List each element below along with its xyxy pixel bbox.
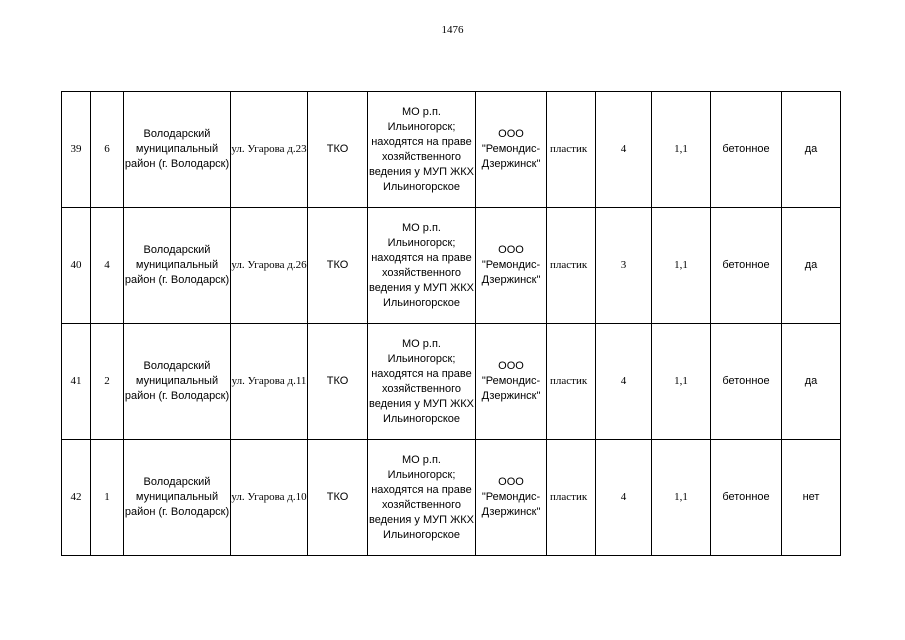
address-cell: ул. Угарова д.11 bbox=[231, 324, 308, 440]
containers-count-cell: 1 bbox=[91, 440, 124, 556]
containers-count-cell: 4 bbox=[91, 208, 124, 324]
containers-count-cell: 2 bbox=[91, 324, 124, 440]
address-cell: ул. Угарова д.23 bbox=[231, 92, 308, 208]
containers-count-cell: 6 bbox=[91, 92, 124, 208]
quantity-cell: 4 bbox=[596, 92, 652, 208]
volume-cell: 1,1 bbox=[652, 208, 711, 324]
operator-cell: ООО "Ремондис-Дзержинск" bbox=[476, 92, 547, 208]
fence-cell: да bbox=[782, 324, 841, 440]
waste-type-cell: ТКО bbox=[308, 324, 368, 440]
fence-cell: да bbox=[782, 92, 841, 208]
material-cell: пластик bbox=[547, 208, 596, 324]
row-number-cell: 40 bbox=[62, 208, 91, 324]
waste-type-cell: ТКО bbox=[308, 440, 368, 556]
waste-type-cell: ТКО bbox=[308, 92, 368, 208]
material-cell: пластик bbox=[547, 92, 596, 208]
material-cell: пластик bbox=[547, 324, 596, 440]
surface-cell: бетонное bbox=[711, 440, 782, 556]
owner-cell: МО р.п. Ильиногорск; находятся на праве хозяйственного ведения у МУП ЖКХ Ильиногорское bbox=[368, 440, 476, 556]
owner-cell: МО р.п. Ильиногорск; находятся на праве хозяйственного ведения у МУП ЖКХ Ильиногорское bbox=[368, 92, 476, 208]
volume-cell: 1,1 bbox=[652, 92, 711, 208]
material-cell: пластик bbox=[547, 440, 596, 556]
surface-cell: бетонное bbox=[711, 324, 782, 440]
owner-cell: МО р.п. Ильиногорск; находятся на праве хозяйственного ведения у МУП ЖКХ Ильиногорское bbox=[368, 208, 476, 324]
district-cell: Володарский муниципальный район (г. Володарск) bbox=[124, 440, 231, 556]
waste-sites-table bbox=[61, 91, 841, 556]
table-row bbox=[62, 440, 841, 556]
owner-cell: МО р.п. Ильиногорск; находятся на праве хозяйственного ведения у МУП ЖКХ Ильиногорское bbox=[368, 324, 476, 440]
surface-cell: бетонное bbox=[711, 208, 782, 324]
operator-cell: ООО "Ремондис-Дзержинск" bbox=[476, 208, 547, 324]
fence-cell: да bbox=[782, 208, 841, 324]
row-number-cell: 42 bbox=[62, 440, 91, 556]
surface-cell: бетонное bbox=[711, 92, 782, 208]
table-row bbox=[62, 208, 841, 324]
waste-type-cell: ТКО bbox=[308, 208, 368, 324]
address-cell: ул. Угарова д.26 bbox=[231, 208, 308, 324]
volume-cell: 1,1 bbox=[652, 440, 711, 556]
volume-cell: 1,1 bbox=[652, 324, 711, 440]
district-cell: Володарский муниципальный район (г. Володарск) bbox=[124, 208, 231, 324]
district-cell: Володарский муниципальный район (г. Володарск) bbox=[124, 92, 231, 208]
district-cell: Володарский муниципальный район (г. Володарск) bbox=[124, 324, 231, 440]
row-number-cell: 41 bbox=[62, 324, 91, 440]
fence-cell: нет bbox=[782, 440, 841, 556]
operator-cell: ООО "Ремондис-Дзержинск" bbox=[476, 324, 547, 440]
quantity-cell: 3 bbox=[596, 208, 652, 324]
row-number-cell: 39 bbox=[62, 92, 91, 208]
table-row bbox=[62, 92, 841, 208]
page-number: 1476 bbox=[441, 24, 464, 36]
quantity-cell: 4 bbox=[596, 440, 652, 556]
operator-cell: ООО "Ремондис-Дзержинск" bbox=[476, 440, 547, 556]
table-row bbox=[62, 324, 841, 440]
address-cell: ул. Угарова д.10 bbox=[231, 440, 308, 556]
quantity-cell: 4 bbox=[596, 324, 652, 440]
